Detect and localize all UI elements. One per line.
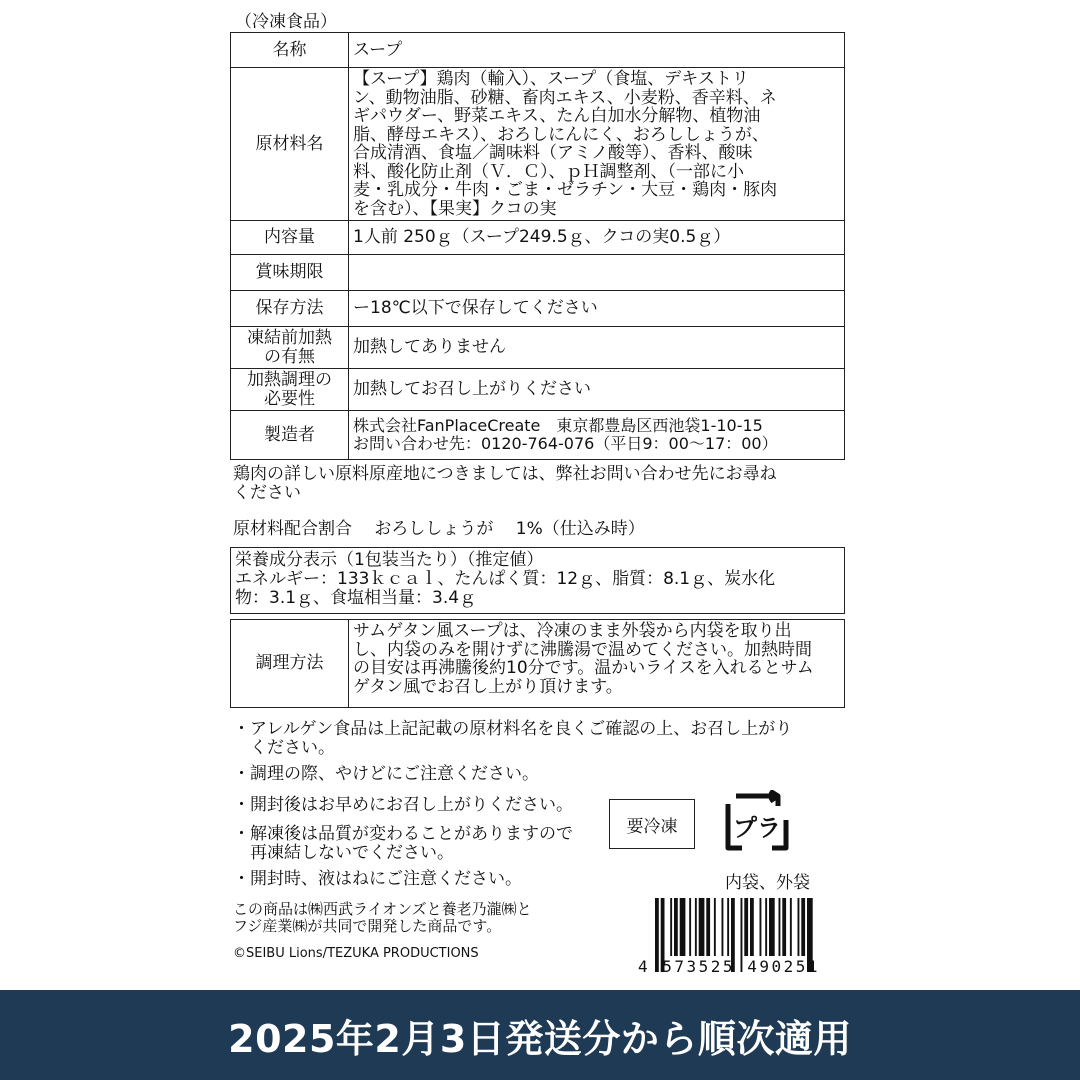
spec-value: 1人前 250ｇ（スープ249.5ｇ、クコの実0.5ｇ）: [349, 221, 845, 255]
spec-row-name: [231, 33, 845, 68]
note-item: ・調理の際、やけどにご注意ください。: [233, 764, 539, 784]
cooking-label: 調理方法: [231, 620, 349, 708]
note-item: ・アレルゲン食品は上記記載の原材料名を良くご確認の上、お召し上がり ください。: [233, 719, 793, 758]
barcode-number: 4 573525 490251: [638, 957, 820, 976]
spec-value: ー18℃以下で保存してください: [349, 291, 845, 327]
banner-text: 2025年2月3日発送分から順次適用: [228, 1016, 852, 1061]
cooking-value: サムゲタン風スープは、冷凍のまま外袋から内袋を取り出 し、内袋のみを開けずに沸騰湯で温めてください。加熱時間 の目安は再沸騰後約10分です。温かいライスを入れるとサム ゲタン風でお召し上がり頂けます。: [349, 620, 845, 708]
origin-note: 鶏肉の詳しい原料原産地につきましては、弊社お問い合わせ先にお尋ね ください: [233, 464, 777, 503]
note-item: ・解凍後は品質が変わることがありますので 再凍結しないでください。: [233, 824, 573, 863]
collaboration-credit: この商品は㈱西武ライオンズと養老乃瀧㈱と フジ産業㈱が共同で開発した商品です。: [233, 900, 532, 935]
recycle-caption: 内袋、外袋: [725, 873, 810, 893]
notice-banner: [0, 990, 1080, 1080]
spec-value: 加熱してありません: [349, 327, 845, 369]
spec-value: 【スープ】鶏肉（輸入）、スープ（食塩、デキストリ ン、動物油脂、砂糖、畜肉エキス、小麦粉、香辛料、ネ ギパウダー、野菜エキス、たん白加水分解物、植物油 脂、酵母エキス）、おろしにんにく、おろししょうが、 合成清酒、食塩／調味料（アミノ酸等）、香料、酸味 料、酸化防止剤（Ｖ．Ｃ）、ｐＨ調整剤、（一部に小 麦・乳成分・牛肉・ごま・ゼラチン・大豆・鶏肉・豚肉 を含む）、【果実】クコの実: [349, 68, 845, 221]
spec-label: 内容量: [231, 221, 349, 255]
spec-row-storage: [231, 291, 845, 327]
spec-row-content: [231, 221, 845, 255]
spec-row-ingredients: [231, 68, 845, 221]
spec-row-best-before: [231, 255, 845, 291]
spec-label: 賞味期限: [231, 255, 349, 291]
nutrition-box: 栄養成分表示（1包装当たり）（推定値） エネルギー：133ｋｃａｌ、たんぱく質：12ｇ、脂質：8.1ｇ、炭水化 物：3.1ｇ、食塩相当量：3.4ｇ: [230, 547, 845, 614]
spec-label: 凍結前加熱 の有無: [231, 327, 349, 369]
spec-label: 加熱調理の 必要性: [231, 369, 349, 411]
spec-label: 名称: [231, 33, 349, 68]
cooking-table: [230, 619, 845, 708]
spec-row-preheat: [231, 327, 845, 369]
pla-mark-text: プラ: [733, 814, 781, 842]
spec-row-manufacturer: [231, 411, 845, 460]
spec-table: [230, 32, 845, 460]
spec-value: 株式会社FanPlaceCreate 東京都豊島区西池袋1-10-15 お問い合わせ先：0120-764-076（平日9：00〜17：00）: [349, 411, 845, 460]
note-item: ・開封時、液はねにご注意ください。: [233, 869, 522, 889]
spec-label: 保存方法: [231, 291, 349, 327]
copyright: ©SEIBU Lions/TEZUKA PRODUCTIONS: [233, 946, 479, 961]
spec-label: 製造者: [231, 411, 349, 460]
category-label: （冷凍食品）: [235, 12, 337, 32]
ratio-note: 原材料配合割合 おろししょうが 1%（仕込み時）: [233, 519, 645, 539]
spec-row-cooking-need: [231, 369, 845, 411]
spec-value: [349, 255, 845, 291]
spec-label: 原材料名: [231, 68, 349, 221]
note-item: ・開封後はお早めにお召し上がりください。: [233, 795, 573, 815]
spec-value: 加熱してお召し上がりください: [349, 369, 845, 411]
pla-recycle-icon: [722, 790, 792, 856]
spec-value: スープ: [349, 33, 845, 68]
frozen-required-label: 要冷凍: [609, 799, 695, 849]
